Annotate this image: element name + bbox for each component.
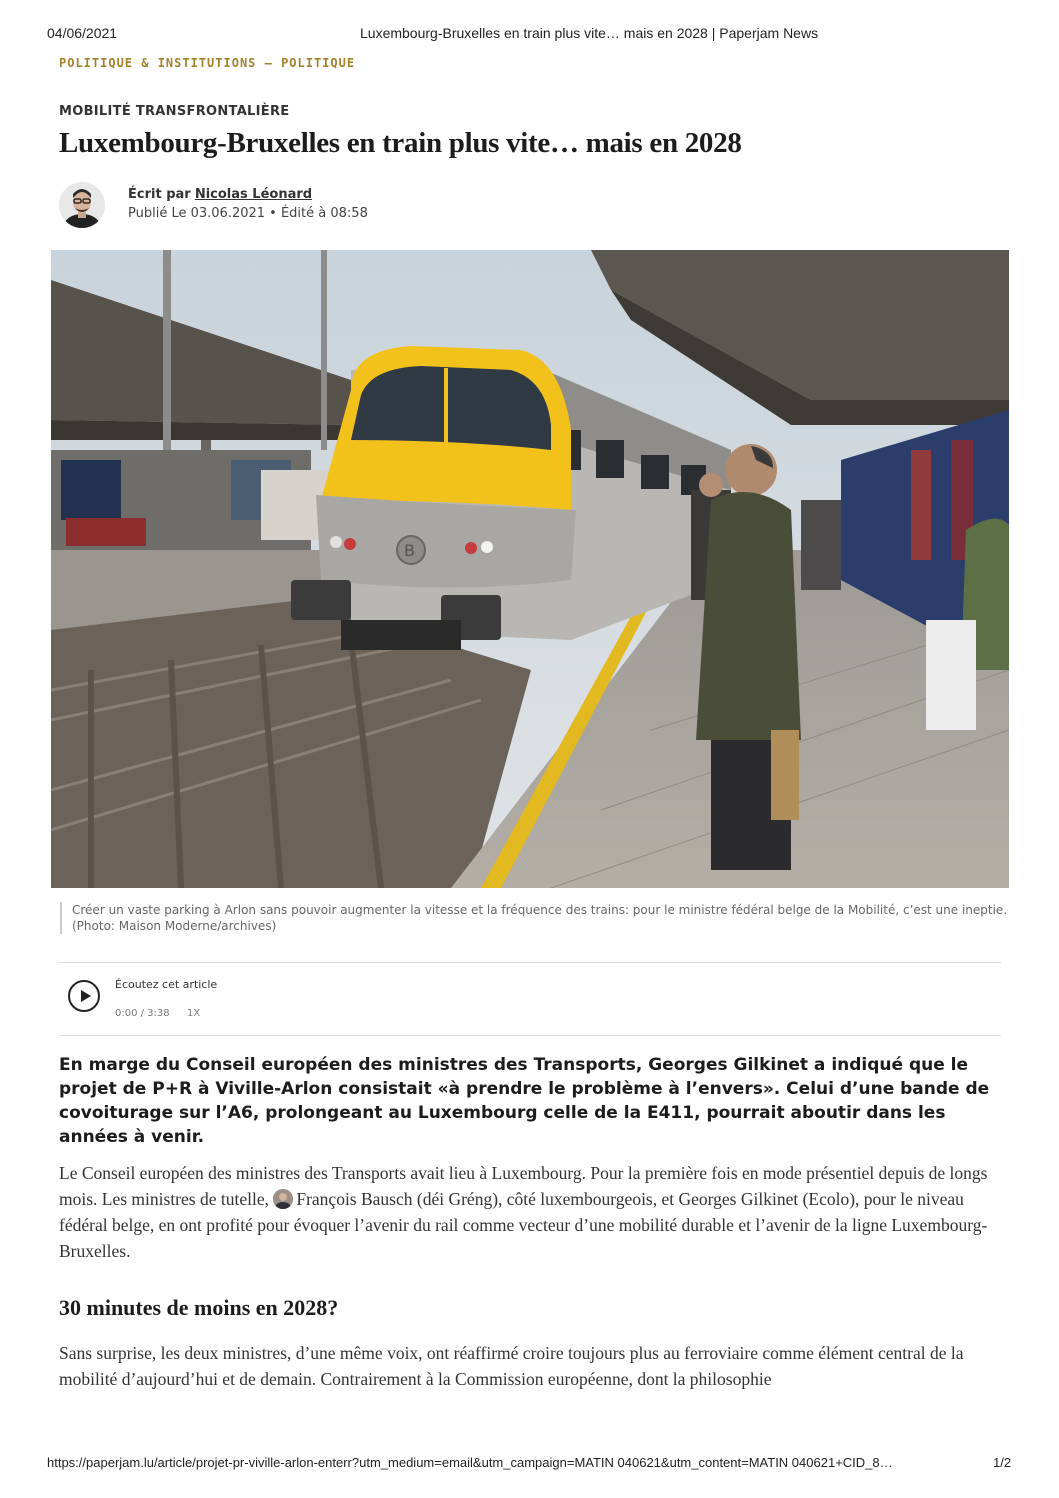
publish-date: Publié Le 03.06.2021 • Édité à 08:58 bbox=[128, 206, 368, 221]
play-icon bbox=[81, 990, 91, 1002]
audio-player bbox=[59, 962, 1001, 1036]
author-byline bbox=[128, 187, 312, 202]
print-page-number: 1/2 bbox=[993, 1455, 1012, 1470]
article-title: Luxembourg-Bruxelles en train plus vite… mais en 2028 bbox=[59, 127, 742, 159]
article-lead: En marge du Conseil européen des ministres des Transports, Georges Gilkinet a indiqué que le projet de P+R à Viville-Arlon consistait «à prendre le problème à l’envers». Celui d’une bande de covoiturage sur l’A6, prolongeant au Luxembourg celle de la E411, pourrait aboutir dans les années à venir. bbox=[59, 1055, 990, 1147]
play-button[interactable] bbox=[68, 980, 100, 1012]
author-prefix: Écrit par bbox=[128, 187, 191, 202]
section-subheading: 30 minutes de moins en 2028? bbox=[59, 1295, 339, 1320]
section-breadcrumb[interactable]: POLITIQUE & INSTITUTIONS — POLITIQUE bbox=[59, 56, 356, 70]
author-name-link[interactable]: Nicolas Léonard bbox=[194, 187, 313, 202]
paragraph-text-before: Le Conseil européen des ministres des Transports avait lieu à Luxembourg. Pour la première fois en mode présentiel depuis de longs mois. Les ministres de tutelle, bbox=[59, 1163, 988, 1209]
body-paragraph-1 bbox=[59, 1160, 1004, 1264]
print-date: 04/06/2021 bbox=[47, 25, 118, 41]
photo-caption: Créer un vaste parking à Arlon sans pouvoir augmenter la vitesse et la fréquence des trains: pour le ministre fédéral belge de la Mobilité, c’est une ineptie. (Photo: Maison Moderne/archives) bbox=[60, 902, 1017, 934]
audio-time: 0:00 / 3:38 bbox=[115, 1008, 170, 1019]
audio-label: Écoutez cet article bbox=[115, 978, 218, 991]
body-paragraph-2: Sans surprise, les deux ministres, d’une même voix, ont réaffirmé croire toujours plus au ferroviaire comme élément central de la mobilité d’aujourd’hui et de demain. Contrairement à la Commission européenne, dont la philosophie bbox=[59, 1343, 964, 1389]
person-avatar[interactable] bbox=[273, 1189, 293, 1209]
svg-text:B: B bbox=[404, 541, 415, 560]
playback-speed-button[interactable]: 1X bbox=[187, 1008, 201, 1019]
print-footer-url: https://paperjam.lu/article/projet-pr-viville-arlon-enterr?utm_medium=email&utm_campaign=MATIN 040621&utm_content=MATIN 040621+CID_8… bbox=[47, 1455, 893, 1470]
hero-photo bbox=[51, 250, 1009, 888]
paragraph-text-after: François Bausch (déi Gréng), côté luxembourgeois, et Georges Gilkinet (Ecolo), pour le niveau fédéral belge, en ont profité pour évoquer l’avenir du rail comme vecteur d’une mobilité durable et l’avenir de la ligne Luxembourg-Bruxelles. bbox=[59, 1189, 988, 1261]
author-avatar bbox=[59, 182, 105, 228]
print-page-title: Luxembourg-Bruxelles en train plus vite… mais en 2028 | Paperjam News bbox=[360, 25, 819, 41]
article-kicker: MOBILITÉ TRANSFRONTALIÈRE bbox=[59, 104, 290, 119]
